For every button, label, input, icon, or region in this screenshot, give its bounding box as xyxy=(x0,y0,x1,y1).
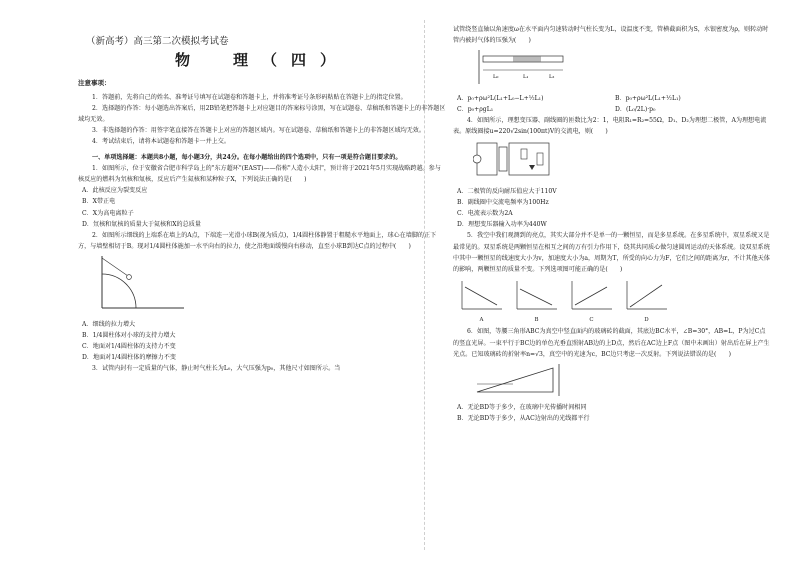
q3-stem-start: 3．试管内封有一定质量的气体，静止时气柱长为L₀，大气压强为p₀，其他尺寸如图所示。当 xyxy=(92,365,341,373)
q6-option-b: B．无论BD等于多少，从AC边射出的光线都平行 xyxy=(457,415,590,423)
q3-option-b: B．p₀+ρω²L(L₁+½L₁) xyxy=(615,94,681,102)
q3-figure xyxy=(473,48,771,90)
q2-figure xyxy=(98,254,446,316)
q5-label-d: D xyxy=(644,317,649,324)
q5-label-c: C xyxy=(589,317,594,324)
exam-header: （新高考）高三第二次模拟考试卷 xyxy=(86,36,229,47)
q4-option-d: D．理想变压器输入功率为440W xyxy=(457,221,547,229)
q3-option-a: A．p₀+ρω²L(L₁+L₀−L+½L₁) xyxy=(457,94,544,102)
q5-stem: 5．我空中我们观测到的亮点，其实大部分并不是单一的一颗恒星，而是多星系统。在多星系统中，双星系统又是最常见的。双星系统是两颗恒星在相互之间的万有引力作用下，绕其共同质心做匀速圆周运动的天体系统。设双星系统中其中一颗恒星的线速度大小为v，加速度大小为a，周期为T，所受的向心力为F，它们之间的距离为r，不计其他天体的影响，两颗恒星的质量不变。下列选项图可能正确的是( ) xyxy=(453,232,770,274)
q3-label-l0: L₀ xyxy=(493,74,499,81)
q1-option-c: C．X为高电离粒子 xyxy=(82,209,134,217)
exam-title: 物 理（四） xyxy=(174,51,349,70)
q3-options-row-2 xyxy=(453,104,771,115)
q1-option-b: B．X带正电 xyxy=(82,198,116,206)
q3-stem-cont: 试管绕竖直轴以角速度ω在水平面内匀速转动时气柱长变为L，设温度不变，管横截面积为S，水银密度为ρ，则转动时管内被封气体的压强为( ) xyxy=(453,26,769,45)
transformer-circuit-diagram xyxy=(473,139,553,179)
q5-graph-labels xyxy=(459,315,771,326)
note-2: 2．选择题的作答：每小题选出答案后，用2B铅笔把答题卡上对应题目的答案标号涂黑，写在试题卷、草稿纸和答题卡上的非答题区域均无效。 xyxy=(78,104,446,124)
q5-graph-b xyxy=(514,279,559,311)
q6-stem: 6．如图，等腰三角形ABC为真空中竖直面内的玻璃砖的截面，其底边BC水平，∠B=30°，AB=L，P为过C点的竖直光屏。一束平行于BC边的单色光垂直照射AB边的上D点，然后在AC边上F点（图中未画出）射出后在屏上产生光点。已知玻璃砖的折射率n=√3，真空中的光速为c，BC边只考虑一次反射。下列说法错误的是( ) xyxy=(453,328,770,358)
q5-graph-a xyxy=(459,279,504,311)
q3-label-l2: L₂ xyxy=(549,74,555,81)
q6-option-a: A．无论BD等于多少，在玻璃中光传播时间相同 xyxy=(457,404,587,412)
note-3: 3．非选择题的作答：用签字笔直接答在答题卡上对应的答题区域内。写在试题卷、草稿纸和答题卡上的非答题区域均无效。 xyxy=(92,127,425,135)
q2-option-c: C．地面对1/4圆柱体的支持力不变 xyxy=(82,343,176,351)
q5-graph-c xyxy=(569,279,614,311)
quarter-cylinder-diagram xyxy=(98,254,188,312)
q4-figure xyxy=(473,139,771,183)
q4-option-a: A．二极管的反向耐压值应大于110V xyxy=(457,187,557,195)
q3-options-row-1 xyxy=(453,93,771,104)
q3-option-c: C．p₀+ρgL₁ xyxy=(457,105,494,113)
left-column xyxy=(78,28,446,375)
q1-option-d: D．氘核和氚核的质量大于氦核和X的总质量 xyxy=(82,220,201,228)
q5-graphs xyxy=(459,279,771,311)
q2-option-a: A．细线的拉力增大 xyxy=(82,320,136,328)
q4-option-c: C．电流表示数为2A xyxy=(457,210,513,218)
test-tube-diagram xyxy=(473,48,569,86)
q6-figure xyxy=(473,362,771,400)
section-1-heading: 一、单项选择题：本题共8小题，每小题3分，共24分。在每小题给出的四个选项中，只有一项是符合题目要求的。 xyxy=(92,153,402,161)
note-4: 4．考试结束后，请将本试题卷和答题卡一并上交。 xyxy=(92,138,230,146)
q1-option-a: A．此核反应为裂变反应 xyxy=(82,187,148,195)
q5-label-b: B xyxy=(534,317,539,324)
q1-stem: 1．如图所示，位于安徽省合肥市科学岛上的"东方超环"(EAST)——俗称"人造小太阳"，预计将于2021年5月实现战略跨越。参与核反应的燃料为氘核和氚核，反应后产生氦核和某种粒子X，下列说法正确的是( ) xyxy=(78,164,441,184)
q5-label-a: A xyxy=(479,317,484,324)
prism-diagram xyxy=(473,362,569,396)
notes-title: 注意事项： xyxy=(78,79,111,88)
q2-option-d: D．地面对1/4圆柱体的摩擦力不变 xyxy=(82,354,176,362)
q2-option-b: B．1/4圆柱体对小球的支持力增大 xyxy=(82,331,176,339)
right-column xyxy=(453,24,771,425)
note-1: 1．答题前，先将自己的姓名、准考证号填写在试题卷和答题卡上，并将准考证号条形码粘贴在答题卡上的指定位置。 xyxy=(92,93,407,101)
q3-label-l1: L₁ xyxy=(523,74,529,81)
q4-stem: 4．如图所示，理想变压器、副线圈的匝数比为2：1，电阻R₁=R₂=55Ω，D₁、D₂为理想二极管，A为理想电流表。原线圈接u=220√2sin(100πt)V的交流电，则( ) xyxy=(453,117,767,136)
q5-graph-d xyxy=(624,279,669,311)
q4-option-b: B．副线圈中交流电频率为100Hz xyxy=(457,198,549,206)
q2-stem: 2．如图所示细线的上端系在墙上的A点，下端连一光滑小球B(视为质点)，1/4圆柱体静置于粗糙水平地面上，球心在墙脚的正下方，与墙壁相切于B。现对1/4圆柱体施加一水平向右的拉力，使之沿地面缓慢向右移动，直至小球B到达C点的过程中( ) xyxy=(78,232,437,251)
q3-option-d: D．(L₀/2L)·p₀ xyxy=(615,105,656,113)
